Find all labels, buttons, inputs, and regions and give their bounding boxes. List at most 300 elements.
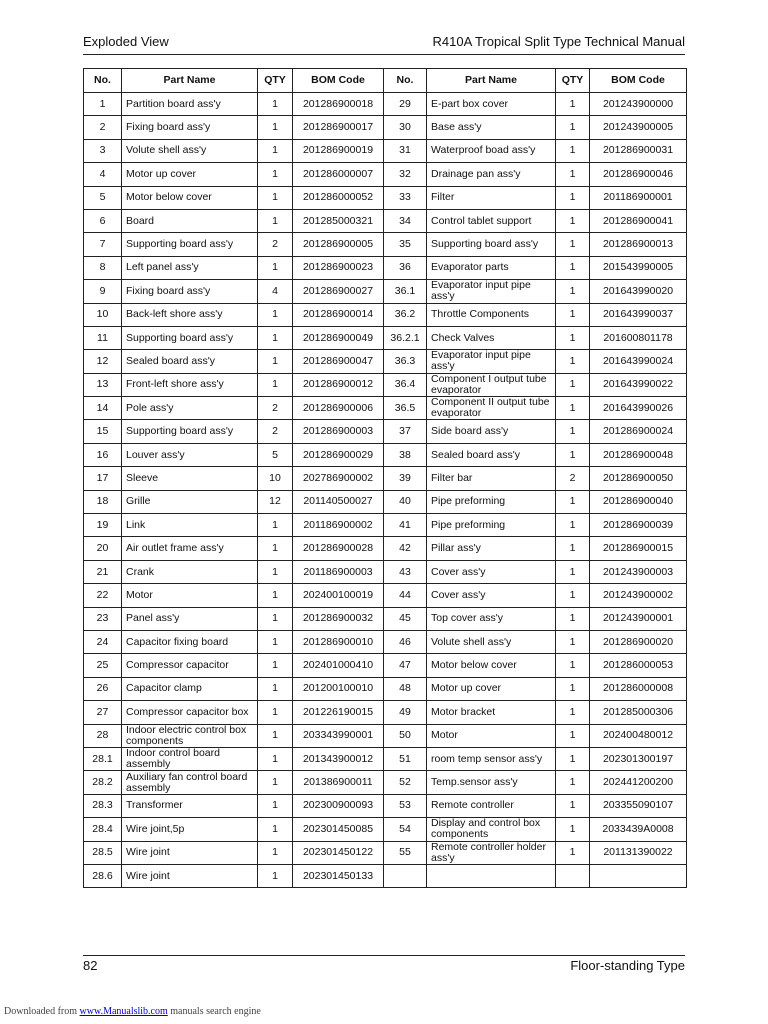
cell-part-name-right: Sealed board ass'y	[427, 443, 556, 466]
cell-no-right: 36.2	[384, 303, 427, 326]
cell-no-left: 2	[84, 116, 122, 139]
cell-part-name-left: Grille	[122, 490, 258, 513]
cell-qty-right: 1	[556, 209, 590, 232]
cell-qty-right: 1	[556, 794, 590, 817]
table-row	[84, 771, 687, 794]
cell-bom-code-left: 201200100010	[293, 677, 384, 700]
cell-part-name-left: Indoor control board assembly	[122, 747, 258, 770]
cell-qty-right: 1	[556, 256, 590, 279]
cell-bom-code-right: 202400480012	[590, 724, 687, 747]
parts-table-body	[84, 93, 687, 888]
table-row	[84, 116, 687, 139]
cell-part-name-left: Transformer	[122, 794, 258, 817]
cell-bom-code-left: 201286900017	[293, 116, 384, 139]
table-row	[84, 350, 687, 373]
cell-part-name-right: Component I output tube evaporator	[427, 373, 556, 396]
cell-no-left: 28.3	[84, 794, 122, 817]
cell-part-name-left: Link	[122, 514, 258, 537]
cell-qty-left: 1	[258, 724, 293, 747]
cell-bom-code-left: 201343900012	[293, 747, 384, 770]
cell-bom-code-left: 201286900012	[293, 373, 384, 396]
cell-no-left: 14	[84, 397, 122, 420]
cell-no-right: 44	[384, 584, 427, 607]
cell-bom-code-left: 201285000321	[293, 209, 384, 232]
cell-bom-code-right: 201243900001	[590, 607, 687, 630]
cell-bom-code-left: 203343990001	[293, 724, 384, 747]
cell-qty-right: 1	[556, 420, 590, 443]
cell-part-name-left: Supporting board ass'y	[122, 420, 258, 443]
cell-bom-code-left: 201386900011	[293, 771, 384, 794]
cell-no-right: 36	[384, 256, 427, 279]
cell-bom-code-left: 201286900003	[293, 420, 384, 443]
cell-part-name-right: Evaporator parts	[427, 256, 556, 279]
cell-no-right: 32	[384, 163, 427, 186]
cell-bom-code-left: 202400100019	[293, 584, 384, 607]
table-header-row	[84, 69, 687, 93]
cell-qty-right: 1	[556, 584, 590, 607]
cell-no-left: 8	[84, 256, 122, 279]
cell-qty-left: 1	[258, 677, 293, 700]
cell-qty-left: 1	[258, 93, 293, 116]
cell-qty-right: 2	[556, 467, 590, 490]
cell-no-right: 36.4	[384, 373, 427, 396]
cell-no-left: 28	[84, 724, 122, 747]
cell-no-right: 48	[384, 677, 427, 700]
cell-qty-right: 1	[556, 397, 590, 420]
cell-bom-code-right: 203355090107	[590, 794, 687, 817]
cell-no-right: 34	[384, 209, 427, 232]
cell-no-right: 40	[384, 490, 427, 513]
cell-no-left: 28.6	[84, 864, 122, 887]
cell-bom-code-right: 201286900031	[590, 139, 687, 162]
col-header-bom-code-left: BOM Code	[293, 69, 384, 93]
cell-no-left: 12	[84, 350, 122, 373]
cell-bom-code-right: 201243900000	[590, 93, 687, 116]
cell-part-name-right: Pillar ass'y	[427, 537, 556, 560]
cell-bom-code-left: 201286900029	[293, 443, 384, 466]
cell-no-left: 25	[84, 654, 122, 677]
cell-qty-left: 1	[258, 303, 293, 326]
cell-qty-right: 1	[556, 303, 590, 326]
cell-no-left: 19	[84, 514, 122, 537]
cell-bom-code-left: 201286000052	[293, 186, 384, 209]
cell-part-name-right: Control tablet support	[427, 209, 556, 232]
col-header-qty-left: QTY	[258, 69, 293, 93]
cell-no-right: 39	[384, 467, 427, 490]
cell-qty-left: 1	[258, 163, 293, 186]
cell-part-name-left: Front-left shore ass'y	[122, 373, 258, 396]
cell-part-name-right: Pipe preforming	[427, 514, 556, 537]
cell-no-right: 37	[384, 420, 427, 443]
cell-no-left: 28.1	[84, 747, 122, 770]
cell-bom-code-right: 201643990022	[590, 373, 687, 396]
cell-no-right: 55	[384, 841, 427, 864]
cell-part-name-left: Motor up cover	[122, 163, 258, 186]
footer-rule	[83, 955, 685, 956]
cell-qty-right: 1	[556, 514, 590, 537]
cell-part-name-right: Motor bracket	[427, 701, 556, 724]
cell-qty-left: 1	[258, 326, 293, 349]
cell-no-right: 36.5	[384, 397, 427, 420]
cell-no-right: 31	[384, 139, 427, 162]
cell-no-left: 13	[84, 373, 122, 396]
cell-qty-left: 1	[258, 560, 293, 583]
cell-part-name-left: Supporting board ass'y	[122, 233, 258, 256]
cell-no-left: 11	[84, 326, 122, 349]
cell-bom-code-left: 202786900002	[293, 467, 384, 490]
cell-part-name-left: Supporting board ass'y	[122, 326, 258, 349]
footer-product-type: Floor-standing Type	[570, 958, 685, 973]
cell-part-name-right: Volute shell ass'y	[427, 630, 556, 653]
cell-qty-left: 1	[258, 256, 293, 279]
download-note-prefix: Downloaded from	[4, 1006, 80, 1017]
cell-qty-right: 1	[556, 280, 590, 303]
cell-part-name-right: Filter	[427, 186, 556, 209]
cell-part-name-left: Louver ass'y	[122, 443, 258, 466]
cell-part-name-right: Temp.sensor ass'y	[427, 771, 556, 794]
table-row	[84, 560, 687, 583]
cell-no-right	[384, 864, 427, 887]
cell-part-name-left: Wire joint,5p	[122, 818, 258, 841]
table-row	[84, 186, 687, 209]
cell-no-right: 49	[384, 701, 427, 724]
table-row	[84, 163, 687, 186]
cell-no-left: 3	[84, 139, 122, 162]
cell-bom-code-right: 201543990005	[590, 256, 687, 279]
cell-part-name-left: Compressor capacitor	[122, 654, 258, 677]
cell-bom-code-right	[590, 864, 687, 887]
cell-bom-code-right: 201286900015	[590, 537, 687, 560]
cell-bom-code-left: 201286900047	[293, 350, 384, 373]
cell-bom-code-right: 201286900050	[590, 467, 687, 490]
cell-bom-code-right: 201643990024	[590, 350, 687, 373]
cell-part-name-right: Pipe preforming	[427, 490, 556, 513]
cell-no-right: 50	[384, 724, 427, 747]
cell-qty-left: 1	[258, 350, 293, 373]
cell-bom-code-left: 201286900010	[293, 630, 384, 653]
col-header-bom-code-right: BOM Code	[590, 69, 687, 93]
cell-bom-code-right: 201286000008	[590, 677, 687, 700]
cell-part-name-right: Evaporator input pipe ass'y	[427, 350, 556, 373]
cell-bom-code-right: 201286900024	[590, 420, 687, 443]
cell-part-name-left: Back-left shore ass'y	[122, 303, 258, 326]
cell-part-name-left: Crank	[122, 560, 258, 583]
cell-no-left: 23	[84, 607, 122, 630]
table-row	[84, 607, 687, 630]
table-row	[84, 654, 687, 677]
cell-no-left: 27	[84, 701, 122, 724]
cell-bom-code-left: 202301450085	[293, 818, 384, 841]
cell-part-name-right: Component II output tube evaporator	[427, 397, 556, 420]
table-row	[84, 537, 687, 560]
cell-qty-right: 1	[556, 747, 590, 770]
cell-part-name-right: E-part box cover	[427, 93, 556, 116]
table-row	[84, 794, 687, 817]
cell-part-name-right: Remote controller holder ass'y	[427, 841, 556, 864]
download-note	[4, 1006, 261, 1017]
table-row	[84, 326, 687, 349]
cell-bom-code-right: 201243900003	[590, 560, 687, 583]
cell-no-left: 16	[84, 443, 122, 466]
cell-no-left: 18	[84, 490, 122, 513]
cell-qty-left: 1	[258, 139, 293, 162]
cell-qty-right: 1	[556, 233, 590, 256]
cell-qty-left: 1	[258, 116, 293, 139]
cell-qty-right: 1	[556, 654, 590, 677]
cell-part-name-right: Motor up cover	[427, 677, 556, 700]
cell-qty-left: 1	[258, 654, 293, 677]
cell-bom-code-right: 201286900048	[590, 443, 687, 466]
cell-bom-code-right: 201643990037	[590, 303, 687, 326]
cell-bom-code-left: 202401000410	[293, 654, 384, 677]
table-row	[84, 443, 687, 466]
cell-bom-code-left: 201140500027	[293, 490, 384, 513]
cell-qty-right: 1	[556, 771, 590, 794]
cell-part-name-left: Indoor electric control box components	[122, 724, 258, 747]
cell-no-right: 33	[384, 186, 427, 209]
header-manual-title: R410A Tropical Split Type Technical Manual	[432, 34, 685, 49]
manualslib-link[interactable]: www.Manualslib.com	[79, 1006, 168, 1017]
cell-part-name-left: Pole ass'y	[122, 397, 258, 420]
cell-qty-left: 1	[258, 701, 293, 724]
cell-qty-right: 1	[556, 701, 590, 724]
cell-bom-code-right: 202301300197	[590, 747, 687, 770]
cell-bom-code-right: 201286900040	[590, 490, 687, 513]
cell-bom-code-left: 201286900005	[293, 233, 384, 256]
cell-no-right: 52	[384, 771, 427, 794]
cell-part-name-right: Top cover ass'y	[427, 607, 556, 630]
cell-part-name-right: Supporting board ass'y	[427, 233, 556, 256]
cell-qty-right: 1	[556, 841, 590, 864]
cell-part-name-right: Side board ass'y	[427, 420, 556, 443]
cell-part-name-left: Motor below cover	[122, 186, 258, 209]
cell-qty-right: 1	[556, 373, 590, 396]
parts-table	[83, 68, 687, 888]
cell-no-right: 35	[384, 233, 427, 256]
cell-bom-code-right: 2033439A0008	[590, 818, 687, 841]
cell-no-left: 7	[84, 233, 122, 256]
cell-qty-left: 4	[258, 280, 293, 303]
cell-qty-left: 1	[258, 607, 293, 630]
cell-no-left: 24	[84, 630, 122, 653]
cell-bom-code-left: 202301450122	[293, 841, 384, 864]
cell-qty-right	[556, 864, 590, 887]
table-row	[84, 303, 687, 326]
cell-part-name-left: Sleeve	[122, 467, 258, 490]
table-row	[84, 420, 687, 443]
cell-part-name-right: Base ass'y	[427, 116, 556, 139]
cell-qty-left: 1	[258, 841, 293, 864]
cell-part-name-left: Fixing board ass'y	[122, 280, 258, 303]
cell-part-name-left: Wire joint	[122, 864, 258, 887]
cell-part-name-left: Sealed board ass'y	[122, 350, 258, 373]
cell-no-right: 36.3	[384, 350, 427, 373]
cell-qty-right: 1	[556, 350, 590, 373]
cell-part-name-right: Drainage pan ass'y	[427, 163, 556, 186]
cell-no-right: 36.2.1	[384, 326, 427, 349]
cell-no-right: 54	[384, 818, 427, 841]
cell-no-left: 9	[84, 280, 122, 303]
cell-no-left: 26	[84, 677, 122, 700]
cell-bom-code-left: 201286000007	[293, 163, 384, 186]
col-header-qty-right: QTY	[556, 69, 590, 93]
table-row	[84, 373, 687, 396]
cell-bom-code-right: 201286900013	[590, 233, 687, 256]
cell-qty-right: 1	[556, 677, 590, 700]
table-row	[84, 139, 687, 162]
cell-qty-right: 1	[556, 139, 590, 162]
cell-bom-code-right: 201286900020	[590, 630, 687, 653]
cell-qty-left: 1	[258, 747, 293, 770]
cell-no-left: 28.2	[84, 771, 122, 794]
table-row	[84, 256, 687, 279]
cell-bom-code-right: 202441200200	[590, 771, 687, 794]
cell-no-right: 42	[384, 537, 427, 560]
cell-no-left: 28.5	[84, 841, 122, 864]
cell-bom-code-right: 201285000306	[590, 701, 687, 724]
cell-no-right: 43	[384, 560, 427, 583]
cell-qty-left: 2	[258, 420, 293, 443]
cell-qty-left: 1	[258, 584, 293, 607]
header-section-title: Exploded View	[83, 34, 169, 49]
cell-part-name-left: Board	[122, 209, 258, 232]
table-row	[84, 747, 687, 770]
cell-part-name-right: Motor below cover	[427, 654, 556, 677]
cell-part-name-right: Cover ass'y	[427, 584, 556, 607]
cell-qty-left: 1	[258, 373, 293, 396]
cell-bom-code-left: 201286900049	[293, 326, 384, 349]
cell-bom-code-right: 201286900046	[590, 163, 687, 186]
cell-part-name-left: Partition board ass'y	[122, 93, 258, 116]
table-row	[84, 701, 687, 724]
cell-qty-right: 1	[556, 163, 590, 186]
cell-bom-code-right: 201243900005	[590, 116, 687, 139]
cell-qty-left: 1	[258, 537, 293, 560]
col-header-part-name-left: Part Name	[122, 69, 258, 93]
cell-bom-code-right: 201286900041	[590, 209, 687, 232]
cell-part-name-left: Panel ass'y	[122, 607, 258, 630]
cell-qty-right: 1	[556, 607, 590, 630]
cell-part-name-left: Fixing board ass'y	[122, 116, 258, 139]
header-rule	[83, 54, 685, 55]
cell-qty-right: 1	[556, 93, 590, 116]
table-row	[84, 233, 687, 256]
cell-part-name-right: Waterproof boad ass'y	[427, 139, 556, 162]
cell-qty-left: 1	[258, 514, 293, 537]
cell-qty-right: 1	[556, 186, 590, 209]
cell-no-left: 21	[84, 560, 122, 583]
cell-no-left: 28.4	[84, 818, 122, 841]
cell-no-left: 10	[84, 303, 122, 326]
cell-no-right: 41	[384, 514, 427, 537]
cell-part-name-right: Check Valves	[427, 326, 556, 349]
cell-no-right: 30	[384, 116, 427, 139]
cell-no-left: 15	[84, 420, 122, 443]
cell-qty-left: 1	[258, 630, 293, 653]
cell-qty-right: 1	[556, 490, 590, 513]
cell-part-name-right: Display and control box components	[427, 818, 556, 841]
table-row	[84, 467, 687, 490]
col-header-no-left: No.	[84, 69, 122, 93]
cell-no-right: 38	[384, 443, 427, 466]
cell-bom-code-left: 201286900014	[293, 303, 384, 326]
cell-bom-code-left: 201286900019	[293, 139, 384, 162]
cell-bom-code-right: 201643990026	[590, 397, 687, 420]
cell-bom-code-right: 201186900001	[590, 186, 687, 209]
table-row	[84, 724, 687, 747]
cell-part-name-left: Left panel ass'y	[122, 256, 258, 279]
cell-bom-code-left: 201286900018	[293, 93, 384, 116]
cell-qty-left: 5	[258, 443, 293, 466]
cell-qty-right: 1	[556, 537, 590, 560]
cell-part-name-left: Motor	[122, 584, 258, 607]
cell-no-left: 1	[84, 93, 122, 116]
table-row	[84, 584, 687, 607]
cell-bom-code-left: 201226190015	[293, 701, 384, 724]
cell-part-name-right: Cover ass'y	[427, 560, 556, 583]
col-header-no-right: No.	[384, 69, 427, 93]
cell-no-right: 51	[384, 747, 427, 770]
cell-qty-left: 1	[258, 209, 293, 232]
cell-part-name-right: Evaporator input pipe ass'y	[427, 280, 556, 303]
cell-bom-code-left: 201286900023	[293, 256, 384, 279]
cell-qty-right: 1	[556, 724, 590, 747]
cell-part-name-right: Remote controller	[427, 794, 556, 817]
cell-part-name-right: room temp sensor ass'y	[427, 747, 556, 770]
cell-bom-code-left: 201286900027	[293, 280, 384, 303]
cell-part-name-left: Capacitor fixing board	[122, 630, 258, 653]
cell-no-right: 36.1	[384, 280, 427, 303]
cell-bom-code-left: 201286900032	[293, 607, 384, 630]
table-row	[84, 397, 687, 420]
cell-bom-code-left: 201286900028	[293, 537, 384, 560]
cell-qty-left: 1	[258, 864, 293, 887]
cell-part-name-right: Motor	[427, 724, 556, 747]
cell-bom-code-right: 201286000053	[590, 654, 687, 677]
cell-qty-right: 1	[556, 326, 590, 349]
cell-qty-left: 1	[258, 818, 293, 841]
cell-no-right: 29	[384, 93, 427, 116]
cell-qty-right: 1	[556, 443, 590, 466]
cell-qty-left: 2	[258, 397, 293, 420]
table-row	[84, 818, 687, 841]
cell-qty-left: 1	[258, 186, 293, 209]
cell-bom-code-right: 201643990020	[590, 280, 687, 303]
cell-qty-right: 1	[556, 116, 590, 139]
table-row	[84, 841, 687, 864]
cell-part-name-left: Compressor capacitor box	[122, 701, 258, 724]
table-row	[84, 209, 687, 232]
table-row	[84, 514, 687, 537]
cell-qty-left: 12	[258, 490, 293, 513]
cell-bom-code-left: 201186900002	[293, 514, 384, 537]
cell-bom-code-right: 201600801178	[590, 326, 687, 349]
cell-part-name-left: Wire joint	[122, 841, 258, 864]
cell-bom-code-left: 201186900003	[293, 560, 384, 583]
table-row	[84, 677, 687, 700]
cell-no-right: 47	[384, 654, 427, 677]
col-header-part-name-right: Part Name	[427, 69, 556, 93]
cell-part-name-left: Air outlet frame ass'y	[122, 537, 258, 560]
cell-part-name-right: Filter bar	[427, 467, 556, 490]
cell-qty-left: 2	[258, 233, 293, 256]
cell-bom-code-left: 202301450133	[293, 864, 384, 887]
table-row	[84, 93, 687, 116]
cell-part-name-left: Capacitor clamp	[122, 677, 258, 700]
cell-no-right: 53	[384, 794, 427, 817]
table-row	[84, 280, 687, 303]
page-number: 82	[83, 958, 98, 973]
